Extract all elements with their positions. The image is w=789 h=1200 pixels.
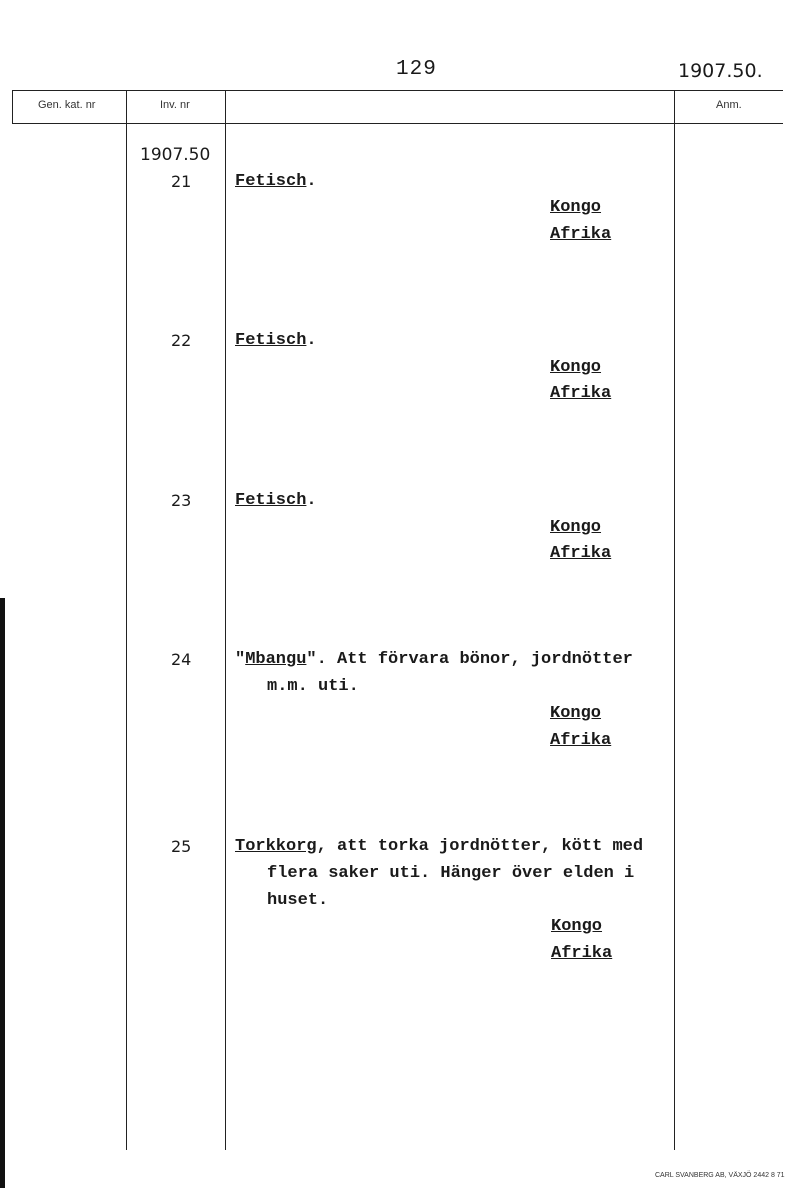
- entry-text: .: [306, 331, 317, 350]
- column-header-anm: Anm.: [716, 99, 742, 111]
- inv-number: 21: [171, 172, 192, 191]
- entry-continuation: m.m. uti.: [267, 677, 359, 696]
- entry-name: Mbangu: [245, 650, 307, 669]
- entry-text: .: [306, 491, 317, 510]
- inv-number: 24: [171, 650, 192, 669]
- continent-label: Afrika: [550, 731, 612, 750]
- entry-description: [235, 168, 317, 195]
- entry-name: Fetisch: [235, 491, 307, 510]
- region-label: Kongo: [550, 198, 602, 217]
- entry-text: , att torka jordnötter, kött med: [316, 837, 644, 856]
- printer-imprint: CARL SVANBERG AB, VÄXJÖ 2442 8 71: [655, 1172, 785, 1179]
- header-top-rule: [12, 90, 783, 91]
- continent-label: Afrika: [551, 944, 613, 963]
- catalog-reference: 1907.50.: [678, 60, 763, 82]
- column-header-inv-nr: Inv. nr: [160, 99, 190, 111]
- gen-kat-divider: [126, 90, 127, 1150]
- entry-description: [235, 646, 633, 700]
- inv-number: 25: [171, 837, 192, 856]
- entry-text: ". Att förvara bönor, jordnötter: [306, 650, 633, 669]
- scan-edge-shadow: [0, 598, 5, 1188]
- inv-nr-divider: [225, 90, 226, 1150]
- catalog-number: 1907.50: [140, 145, 211, 165]
- entry-continuation: flera saker uti. Hänger över elden i: [267, 864, 635, 883]
- entry-name: Fetisch: [235, 331, 307, 350]
- continent-label: Afrika: [550, 544, 612, 563]
- region-label: Kongo: [551, 917, 603, 936]
- anm-divider: [674, 90, 675, 1150]
- entry-name: Fetisch: [235, 172, 307, 191]
- entry-description: [235, 327, 317, 354]
- column-header-gen-kat-nr: Gen. kat. nr: [38, 99, 96, 111]
- left-rule: [12, 90, 13, 124]
- entry-continuation: huset.: [267, 891, 329, 910]
- page-number: 129: [396, 58, 437, 81]
- entry-name: Torkkorg: [235, 837, 317, 856]
- entry-text: ": [235, 650, 246, 669]
- header-bottom-rule: [12, 123, 783, 124]
- inv-number: 22: [171, 331, 192, 350]
- region-label: Kongo: [550, 704, 602, 723]
- continent-label: Afrika: [550, 384, 612, 403]
- region-label: Kongo: [550, 358, 602, 377]
- entry-description: [235, 833, 643, 914]
- continent-label: Afrika: [550, 225, 612, 244]
- region-label: Kongo: [550, 518, 602, 537]
- entry-text: .: [306, 172, 317, 191]
- entry-description: [235, 487, 317, 514]
- inv-number: 23: [171, 491, 192, 510]
